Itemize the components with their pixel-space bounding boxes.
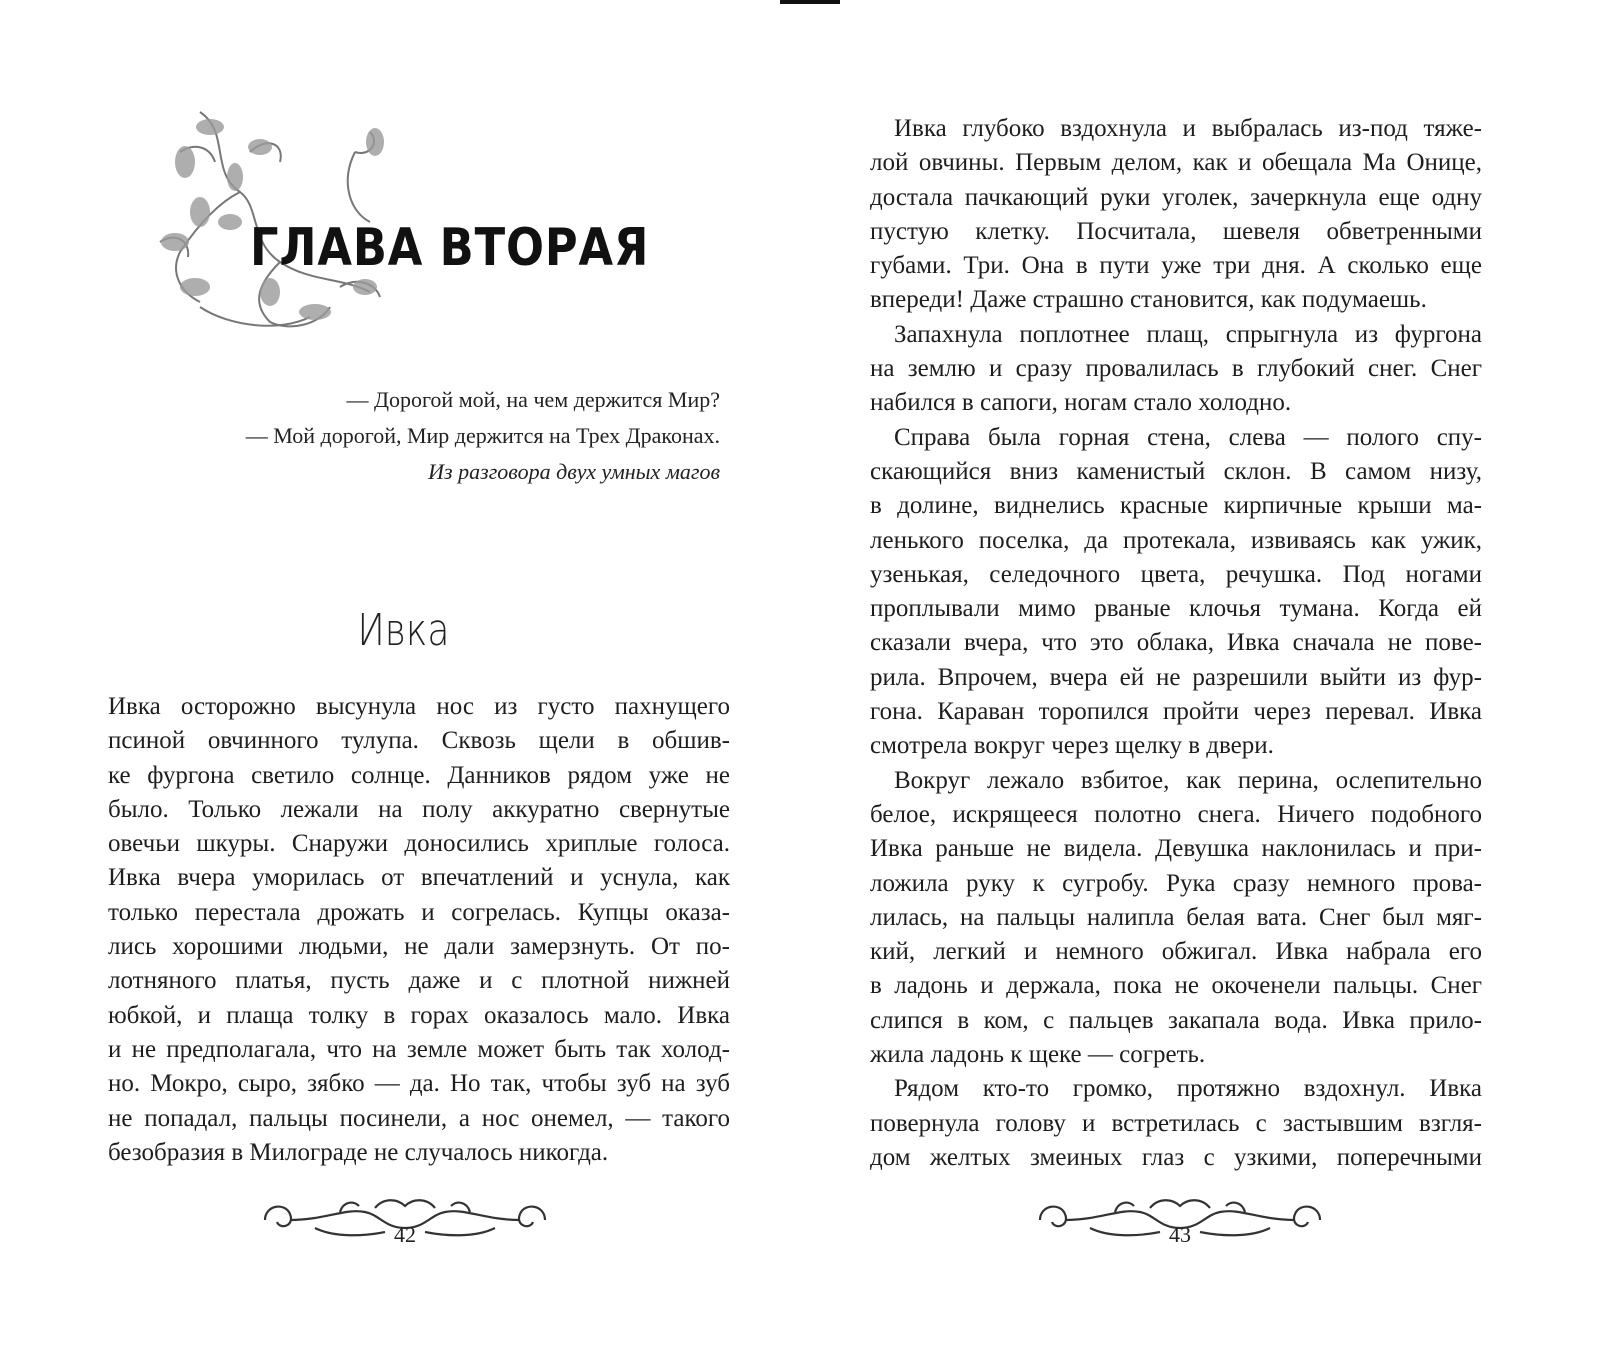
text-line: повернула голову и встретилась с застывшим взгля-	[870, 1109, 1482, 1137]
epigraph-line-2: — Мой дорогой, Мир держится на Трех Драконах.	[245, 423, 720, 448]
text-line: губами. Три. Она в пути уже три дня. А сколько еще	[870, 252, 1482, 280]
text-line: овечьи шкуры. Снаружи доносились хриплые голоса.	[108, 830, 730, 858]
section-title: Ивка	[357, 605, 450, 656]
epigraph	[200, 382, 720, 490]
page-number: 43	[1169, 1222, 1191, 1247]
text-line: на землю и сразу провалилась в глубокий снег. Снег	[870, 355, 1482, 383]
text-line: ложила руку к сугробу. Рука сразу немного прова-	[870, 869, 1482, 897]
text-line: жила ладонь к щеке — согреть.	[870, 1041, 1206, 1069]
text-line: кий, легкий и немного обжигал. Ивка набрала его	[870, 938, 1482, 966]
text-line: лой овчины. Первым делом, как и обещала Ма Онице,	[870, 149, 1482, 177]
text-line: Ивка глубоко вздохнула и выбралась из-под тяже-	[894, 115, 1482, 142]
text-line: ленького поселка, да протекала, извиваясь как ужик,	[870, 526, 1482, 554]
text-line: безобразия в Милограде не случалось никогда.	[108, 1138, 609, 1166]
page-number: 42	[394, 1222, 416, 1247]
text-line: юбкой, и плаща толку в горах оказалось мало. Ивка	[108, 1001, 730, 1029]
text-line: рила. Впрочем, вчера ей не разрешили выйти из фур-	[870, 663, 1482, 691]
floral-ornament-icon	[140, 92, 440, 332]
text-line: Запахнула поплотнее плащ, спрыгнула из фургона	[894, 320, 1482, 348]
text-line: и не предполагала, что на земле может быть так холод-	[108, 1035, 730, 1063]
text-line: проплывали мимо рваные клочья тумана. Когда ей	[870, 595, 1482, 623]
left-page-paragraph	[108, 690, 730, 1170]
text-line: достала пачкающий руки уголек, зачеркнула еще одну	[870, 183, 1482, 211]
text-line: набился в сапоги, ногам стало холодно.	[870, 389, 1292, 417]
text-line: не попадал, пальцы посинели, а нос онемел, — такого	[108, 1104, 730, 1132]
text-line: лотняного платья, пусть даже и с плотной нижней	[108, 967, 730, 995]
text-line: псиной овчинного тулупа. Сквозь щели в обшив-	[108, 727, 730, 755]
text-line: скающийся вниз каменистый склон. В самом низу,	[870, 457, 1482, 485]
text-line: гона. Караван торопился пройти через перевал. Ивка	[870, 698, 1482, 726]
text-line: Рядом кто-то громко, протяжно вздохнул. Ивка	[894, 1075, 1482, 1103]
text-line: смотрела вокруг через щелку в двери.	[870, 732, 1274, 760]
text-line: дом желтых змеиных глаз с узкими, поперечными	[870, 1143, 1482, 1171]
text-line: слипся в ком, с пальцев закапала вода. Ивка прило-	[870, 1006, 1482, 1034]
text-line: Ивка осторожно высунула нос из густо пахнущего	[108, 693, 730, 720]
text-line: впереди! Даже страшно становится, как подумаешь.	[870, 286, 1427, 314]
text-line: Справа была горная стена, слева — полого спу-	[894, 423, 1482, 451]
text-line: узенькая, селедочного цвета, речушка. Под ногами	[870, 560, 1482, 588]
text-line: Вокруг лежало взбитое, как перина, ослепительно	[894, 766, 1482, 794]
text-line: сказали вчера, что это облака, Ивка сначала не пове-	[870, 629, 1482, 657]
chapter-title: ГЛАВА ВТОРАЯ	[250, 218, 650, 278]
right-page-paragraphs	[870, 112, 1482, 1175]
text-line: пустую клетку. Посчитала, шевеля обветренными	[870, 217, 1482, 245]
text-line: лилась, на пальцы налипла белая вата. Снег был мяг-	[870, 903, 1482, 931]
text-line: в долине, виднелись красные кирпичные крыши ма-	[870, 492, 1482, 520]
text-line: было. Только лежали на полу аккуратно свернутые	[108, 795, 730, 823]
text-line: белое, искрящееся полотно снега. Ничего подобного	[870, 800, 1482, 828]
epigraph-source: Из разговора двух умных магов	[428, 459, 720, 484]
text-line: только перестала дрожать и согрелась. Купцы оказа-	[108, 898, 730, 926]
epigraph-line-1: — Дорогой мой, на чем держится Мир?	[346, 387, 720, 412]
text-line: но. Мокро, сыро, зябко — да. Но так, чтобы зуб на зуб	[108, 1070, 730, 1098]
text-line: Ивка вчера уморилась от впечатлений и уснула, как	[108, 864, 730, 892]
text-line: ке фургона светило солнце. Данников рядом уже не	[108, 761, 730, 789]
text-line: Ивка раньше не видела. Девушка наклонилась и при-	[870, 835, 1482, 863]
text-line: в ладонь и держала, пока не окоченели пальцы. Снег	[870, 972, 1482, 1000]
text-line: лись хорошими людьми, не дали замерзнуть. От по-	[108, 933, 730, 961]
